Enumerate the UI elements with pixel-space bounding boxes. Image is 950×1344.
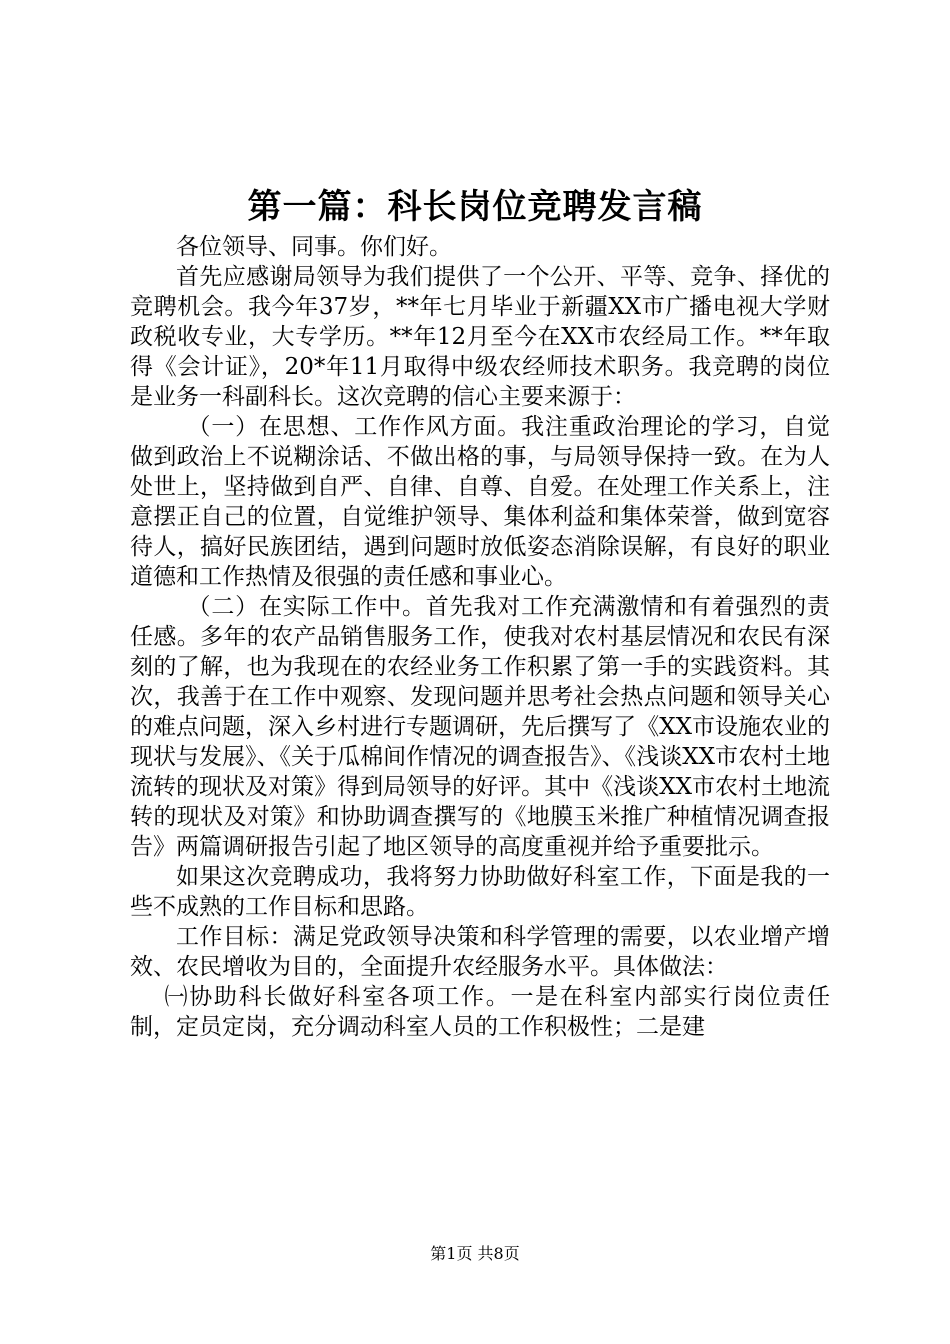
paragraph-greeting: 各位领导、同事。你们好。 bbox=[176, 234, 452, 260]
paragraph-item-one: ㈠协助科长做好科室各项工作。一是在科室内部实行岗位责任制，定员定岗，充分调动科室人员的工作积极性；二是建 bbox=[130, 984, 830, 1040]
document-title: 第一篇：科长岗位竞聘发言稿 bbox=[247, 187, 703, 227]
document-body bbox=[130, 232, 830, 1042]
paragraph-intro: 首先应感谢局领导为我们提供了一个公开、平等、竞争、择优的竞聘机会。我今年37岁，**年七月毕业于新疆XX市广播电视大学财政税收专业，大专学历。**年12月至今在XX市农经局工作。**年取得《会计证》，20*年11月取得中级农经师技术职务。我竞聘的岗位是业务一科副科长。这次竞聘的信心主要来源于： bbox=[130, 264, 830, 410]
page-footer: 第1页 共8页 bbox=[430, 1244, 520, 1263]
paragraph-section-two: （二）在实际工作中。首先我对工作充满激情和有着强烈的责任感。多年的农产品销售服务工作，使我对农村基层情况和农民有深刻的了解，也为我现在的农经业务工作积累了第一手的实践资料。其次，我善于在工作中观察、发现问题并思考社会热点问题和领导关心的难点问题，深入乡村进行专题调研，先后撰写了《XX市设施农业的现状与发展》、《关于瓜棉间作情况的调查报告》、《浅谈XX市农村土地流转的现状及对策》得到局领导的好评。其中《浅谈XX市农村土地流转的现状及对策》和协助调查撰写的《地膜玉米推广种植情况调查报告》两篇调研报告引起了地区领导的高度重视并给予重要批示。 bbox=[130, 594, 830, 860]
paragraph-section-one: （一）在思想、工作作风方面。我注重政治理论的学习，自觉做到政治上不说糊涂话、不做出格的事，与局领导保持一致。在为人处世上，坚持做到自严、自律、自尊、自爱。在处理工作关系上，注意摆正自己的位置，自觉维护领导、集体利益和集体荣誉，做到宽容待人，搞好民族团结，遇到问题时放低姿态消除误解，有良好的职业道德和工作热情及很强的责任感和事业心。 bbox=[130, 414, 830, 590]
paragraph-work-goal: 工作目标：满足党政领导决策和科学管理的需要，以农业增产增效、农民增收为目的，全面提升农经服务水平。具体做法： bbox=[130, 924, 830, 980]
paragraph-transition: 如果这次竞聘成功，我将努力协助做好科室工作，下面是我的一些不成熟的工作目标和思路。 bbox=[130, 864, 830, 920]
